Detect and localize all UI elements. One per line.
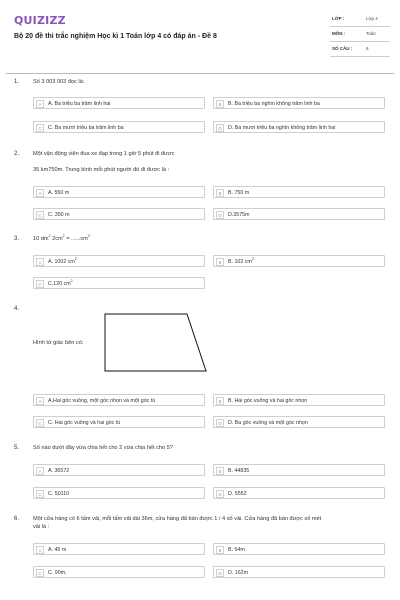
answer-option[interactable]: [213, 566, 385, 578]
quadrilateral-shape: [105, 314, 206, 371]
answer-option[interactable]: [33, 394, 205, 406]
question-number: 5.: [14, 445, 20, 451]
question-number: 6.: [14, 516, 20, 522]
answer-option[interactable]: [213, 121, 385, 133]
answer-option[interactable]: [213, 416, 385, 428]
answer-option[interactable]: [213, 186, 385, 198]
worksheet-title: Bộ 20 đề thi trắc nghiệm Học kì 1 Toán lớp 4 có đáp án - Đề 8: [14, 33, 217, 40]
question-text: Số nào dưới đây vừa chia hết cho 2 vừa chia hết cho 5?: [33, 445, 173, 451]
meta-value: Lớp 4: [366, 16, 378, 21]
option-text: B. 750 m: [228, 189, 250, 196]
option-text: A. 36572: [48, 467, 70, 474]
option-text: D. Ba mươi triệu ba nghìn không trăm linh hai: [228, 124, 336, 131]
meta-label: SỐ CÂU :: [332, 46, 353, 51]
option-text: A. 1002 $cm^2$: [48, 256, 77, 265]
answer-option[interactable]: [33, 186, 205, 198]
option-text: B. Ba triệu ba nghìn không trăm linh ba: [228, 100, 320, 107]
option-letter: A: [36, 100, 44, 108]
header-divider: [6, 73, 394, 74]
option-text: A. Ba triệu ba trăm linh hai: [48, 100, 111, 107]
question-text: Một vận động viên đua xe đạp trong 1 giờ 5 phút đi được: [33, 151, 175, 157]
answer-option[interactable]: [33, 416, 205, 428]
option-text: B. Hai góc vuông và hai góc nhọn: [228, 397, 308, 404]
option-text: D.3575m: [228, 211, 250, 218]
answer-option[interactable]: [213, 255, 385, 267]
meta-value: 6: [366, 46, 369, 51]
option-text: A. 45 m: [48, 546, 67, 553]
question-text: Một cửa hàng có 6 tấm vải, mỗi tấm vải dài 36m, cửa hàng đã bán được 1 / 4 số vải. Cửa hàng đã bán được số mét: [33, 516, 322, 522]
option-letter: C: [36, 569, 44, 577]
option-letter: B: [216, 258, 224, 266]
option-letter: A: [36, 467, 44, 475]
option-text: C. 90m.: [48, 569, 67, 576]
answer-option[interactable]: [213, 394, 385, 406]
option-text: B. 54m: [228, 546, 245, 553]
answer-option[interactable]: [33, 543, 205, 555]
option-text: C.120 $cm^2$: [48, 278, 73, 287]
answer-option[interactable]: [213, 487, 385, 499]
question-number: 1.: [14, 79, 20, 85]
option-letter: B: [216, 100, 224, 108]
answer-option[interactable]: [213, 543, 385, 555]
option-letter: D: [216, 490, 224, 498]
option-letter: B: [216, 467, 224, 475]
option-letter: C: [36, 124, 44, 132]
answer-option[interactable]: [213, 208, 385, 220]
meta-label: MÔN :: [332, 31, 346, 36]
option-letter: A: [36, 258, 44, 266]
option-letter: C: [36, 280, 44, 288]
question-text: 35 km750m. Trung bình mỗi phút người đó đi được là :: [33, 167, 170, 173]
quadrilateral-figure: [104, 313, 208, 373]
option-letter: D: [216, 211, 224, 219]
option-letter: D: [216, 124, 224, 132]
worksheet-meta: [330, 12, 390, 57]
option-letter: B: [216, 397, 224, 405]
option-text: B. 44835: [228, 467, 250, 474]
option-text: C. 50110: [48, 490, 70, 497]
meta-label: LỚP :: [332, 16, 345, 21]
question-number: 4.: [14, 306, 20, 312]
answer-option[interactable]: [33, 97, 205, 109]
option-letter: A: [36, 189, 44, 197]
question-text: Số 3 003 003 đọc là:: [33, 79, 85, 85]
option-letter: C: [36, 419, 44, 427]
answer-option[interactable]: [33, 255, 205, 267]
answer-option[interactable]: [33, 121, 205, 133]
option-letter: A: [36, 546, 44, 554]
meta-value: Toán: [366, 31, 376, 36]
answer-option[interactable]: [213, 97, 385, 109]
option-text: A.Hai góc vuông, một góc nhọn và một góc tù: [48, 397, 156, 404]
quizizz-logo: QUIZIZZ: [14, 14, 66, 27]
meta-row-count: [330, 42, 390, 57]
answer-option[interactable]: [33, 464, 205, 476]
answer-option[interactable]: [33, 277, 205, 289]
worksheet-header: [0, 0, 400, 72]
option-letter: C: [36, 211, 44, 219]
answer-option[interactable]: [213, 464, 385, 476]
option-letter: C: [36, 490, 44, 498]
meta-row-subject: [330, 27, 390, 42]
answer-option[interactable]: [33, 566, 205, 578]
option-text: D. Ba góc vuông và một góc nhọn: [228, 419, 308, 426]
option-letter: D: [216, 419, 224, 427]
option-letter: D: [216, 569, 224, 577]
option-text: A. 550 m: [48, 189, 70, 196]
answer-option[interactable]: [33, 487, 205, 499]
option-text: B. 102 $cm^2$: [228, 256, 254, 265]
meta-row-grade: [330, 12, 390, 27]
answer-option[interactable]: [33, 208, 205, 220]
question-text: 10 $dm^2$ $2cm^2 = ......cm^2$: [33, 234, 90, 242]
option-text: C. Hai góc vuông và hai góc tù: [48, 419, 121, 426]
option-text: D. 5552: [228, 490, 247, 497]
question-number: 3.: [14, 236, 20, 242]
question-text: vải là :: [33, 524, 50, 530]
option-text: C. Ba mươi triệu ba trăm linh ba: [48, 124, 124, 131]
option-letter: B: [216, 189, 224, 197]
question-text: Hình tứ giác bên có:: [33, 340, 84, 346]
question-number: 2.: [14, 151, 20, 157]
option-text: C. 350 m: [48, 211, 70, 218]
option-text: D. 162m: [228, 569, 249, 576]
option-letter: A: [36, 397, 44, 405]
option-letter: B: [216, 546, 224, 554]
